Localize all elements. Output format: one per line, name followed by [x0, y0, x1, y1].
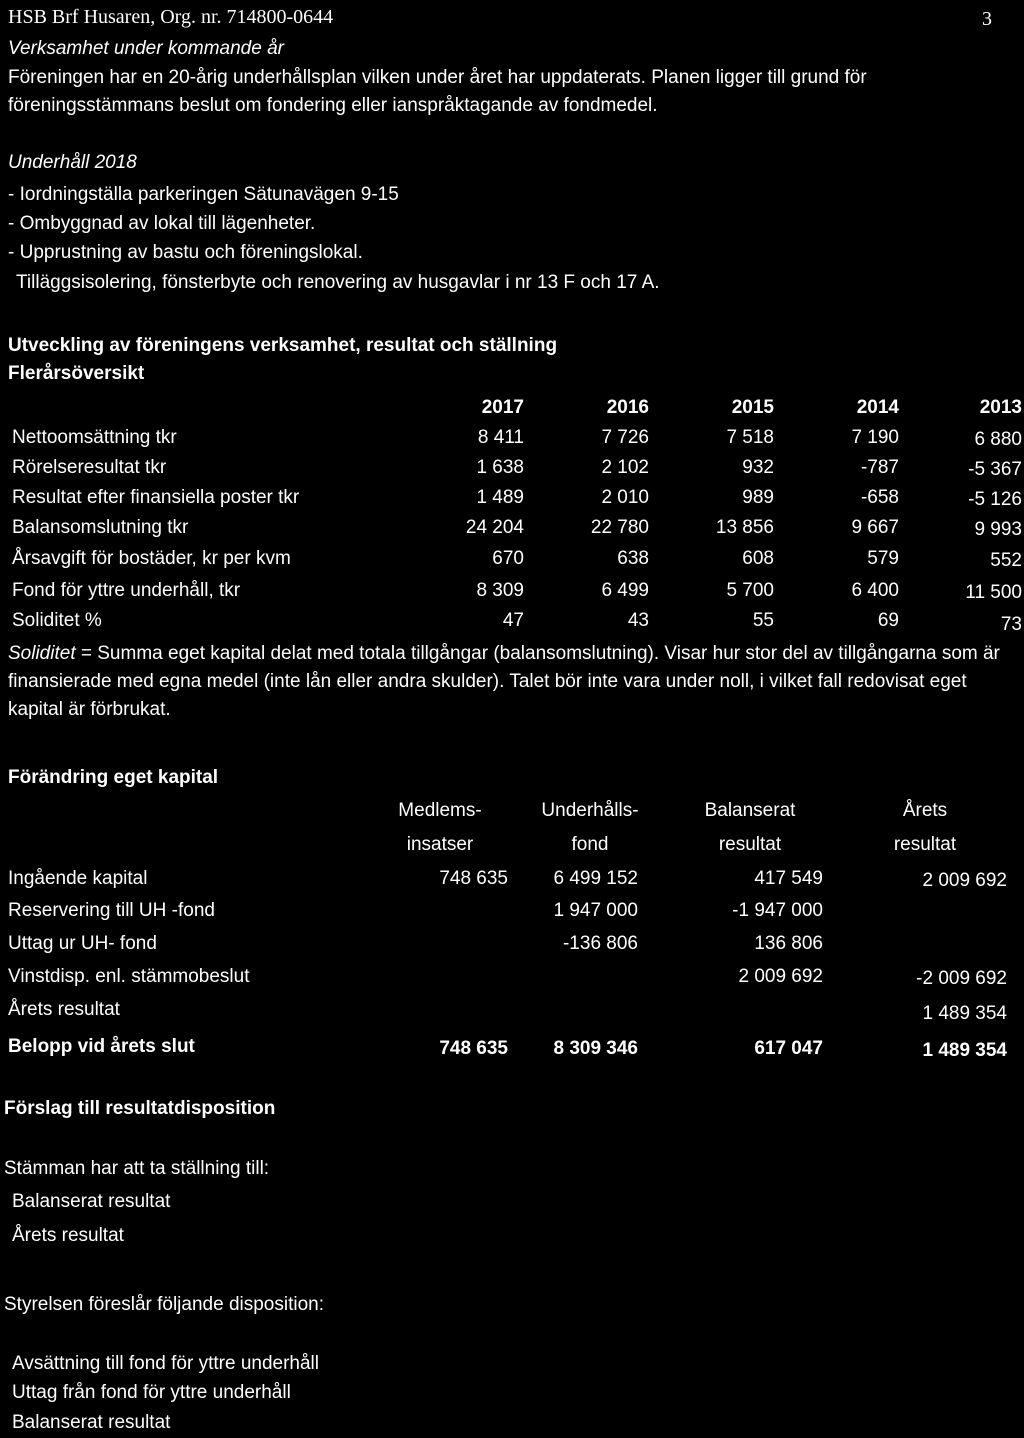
overview-cell: 2 102	[601, 457, 649, 478]
overview-cell: 579	[867, 548, 899, 569]
page-number: 3	[982, 8, 992, 30]
soliditet-definition: = Summa eget kapital delat med totala tillgångar (balansomslutning). Visar hur stor del av tillgångarna som är finansierade med egna medel (inte lån eller andra skulder). Talet bör inte vara under noll, i vilket fall redovisat eget kapital är förbrukat.	[8, 643, 1000, 720]
development-heading: Utveckling av föreningens verksamhet, resultat och ställning	[8, 335, 558, 356]
proposal-item: Årets resultat	[12, 1225, 124, 1246]
equity-col-header: resultat	[718, 834, 782, 855]
board-proposal-intro: Styrelsen föreslår följande disposition:	[4, 1294, 325, 1315]
overview-cell: 24 204	[465, 517, 524, 538]
overview-cell: 55	[752, 610, 774, 631]
equity-row-label: Ingående kapital	[8, 868, 148, 889]
equity-total-cell: 8 309 346	[553, 1038, 638, 1059]
year-header: 2013	[979, 397, 1022, 418]
proposal-heading: Förslag till resultatdisposition	[4, 1098, 276, 1119]
year-header: 2014	[856, 397, 899, 418]
equity-cell: 2 009 692	[738, 966, 823, 987]
overview-cell: 5 700	[726, 580, 774, 601]
overview-cell: 608	[742, 548, 774, 569]
overview-cell: 13 856	[715, 517, 774, 538]
overview-row-label: Soliditet %	[12, 610, 102, 631]
equity-cell: 6 499 152	[553, 868, 638, 889]
soliditet-term: Soliditet	[8, 643, 76, 664]
equity-row-label: Årets resultat	[8, 999, 120, 1020]
year-header: 2016	[606, 397, 649, 418]
overview-cell: -5 367	[968, 459, 1022, 480]
maintenance-item: - Ombyggnad av lokal till lägenheter.	[8, 213, 316, 234]
equity-col-header: Balanserat	[704, 800, 796, 821]
overview-cell: 9 993	[974, 519, 1022, 540]
equity-col-header: Underhålls-	[541, 800, 639, 821]
overview-cell: 8 309	[476, 580, 524, 601]
overview-cell: 7 726	[601, 427, 649, 448]
equity-col-header: insatser	[406, 834, 474, 855]
maintenance-item: - Upprustning av bastu och föreningslokal.	[8, 242, 363, 263]
overview-row-label: Årsavgift för bostäder, kr per kvm	[12, 548, 291, 569]
equity-cell: 417 549	[754, 868, 823, 889]
overview-cell: 932	[742, 457, 774, 478]
maintenance-item: Tilläggsisolering, fönsterbyte och renovering av husgavlar i nr 13 F och 17 A.	[16, 272, 660, 293]
overview-cell: 9 667	[851, 517, 899, 538]
equity-cell: -1 947 000	[732, 900, 823, 921]
overview-cell: 7 518	[726, 427, 774, 448]
equity-heading: Förändring eget kapital	[8, 767, 219, 788]
overview-cell: 6 499	[601, 580, 649, 601]
year-header: 2015	[731, 397, 774, 418]
overview-cell: 43	[627, 610, 649, 631]
equity-cell: 1 489 354	[922, 1003, 1007, 1024]
overview-cell: 7 190	[851, 427, 899, 448]
overview-row-label: Rörelseresultat tkr	[12, 457, 167, 478]
overview-cell: 69	[877, 610, 899, 631]
equity-row-label: Vinstdisp. enl. stämmobeslut	[8, 966, 250, 987]
overview-subheading: Flerårsöversikt	[8, 363, 145, 384]
overview-cell: 1 489	[476, 487, 524, 508]
overview-cell: 989	[742, 487, 774, 508]
equity-total-label: Belopp vid årets slut	[8, 1036, 195, 1057]
board-proposal-item: Avsättning till fond för yttre underhåll	[12, 1353, 319, 1374]
overview-row-label: Nettoomsättning tkr	[12, 427, 177, 448]
board-proposal-item: Uttag från fond för yttre underhåll	[12, 1382, 291, 1403]
overview-cell: 73	[1000, 614, 1022, 635]
year-header: 2017	[481, 397, 524, 418]
overview-cell: 1 638	[476, 457, 524, 478]
overview-cell: 11 500	[965, 582, 1022, 603]
overview-cell: 670	[492, 548, 524, 569]
overview-cell: 8 411	[477, 427, 524, 448]
overview-cell: -787	[860, 457, 899, 478]
overview-row-label: Fond för yttre underhåll, tkr	[12, 580, 241, 601]
equity-cell: 1 947 000	[553, 900, 638, 921]
proposal-item: Balanserat resultat	[12, 1191, 171, 1212]
equity-total-cell: 748 635	[439, 1038, 508, 1059]
board-proposal-item: Balanserat resultat	[12, 1412, 171, 1433]
equity-total-cell: 1 489 354	[922, 1040, 1007, 1061]
overview-cell: -658	[860, 487, 899, 508]
maintenance-item: - Iordningställa parkeringen Sätunavägen 9-15	[8, 184, 399, 205]
equity-col-header: resultat	[893, 834, 957, 855]
overview-row-label: Resultat efter finansiella poster tkr	[12, 487, 300, 508]
overview-cell: 6 400	[851, 580, 899, 601]
overview-cell: -5 126	[968, 489, 1022, 510]
maintenance-heading: Underhåll 2018	[8, 152, 137, 173]
soliditet-note	[8, 640, 1008, 724]
org-header: HSB Brf Husaren, Org. nr. 714800-0644	[8, 6, 334, 28]
equity-col-header: fond	[571, 834, 609, 855]
overview-cell: 22 780	[590, 517, 649, 538]
overview-cell: 2 010	[601, 487, 649, 508]
equity-total-cell: 617 047	[754, 1038, 823, 1059]
equity-cell: -2 009 692	[916, 968, 1007, 989]
equity-col-header: Årets	[902, 800, 948, 821]
overview-cell: 552	[990, 550, 1022, 571]
overview-row-label: Balansomslutning tkr	[12, 517, 189, 538]
equity-cell: 748 635	[439, 868, 508, 889]
equity-row-label: Reservering till UH -fond	[8, 900, 215, 921]
overview-cell: 6 880	[974, 429, 1022, 450]
equity-cell: -136 806	[562, 933, 638, 954]
activity-heading: Verksamhet under kommande år	[8, 38, 284, 59]
proposal-intro: Stämman har att ta ställning till:	[4, 1158, 270, 1179]
equity-col-header: Medlems-	[398, 800, 482, 821]
equity-row-label: Uttag ur UH- fond	[8, 933, 157, 954]
equity-cell: 2 009 692	[922, 870, 1007, 891]
equity-cell: 136 806	[754, 933, 823, 954]
overview-cell: 638	[617, 548, 649, 569]
activity-text: Föreningen har en 20-årig underhållsplan vilken under året har uppdaterats. Planen ligger till grund för föreningsstämmans beslut om fondering eller ianspråktagande av fondmedel.	[8, 67, 867, 116]
overview-cell: 47	[502, 610, 524, 631]
